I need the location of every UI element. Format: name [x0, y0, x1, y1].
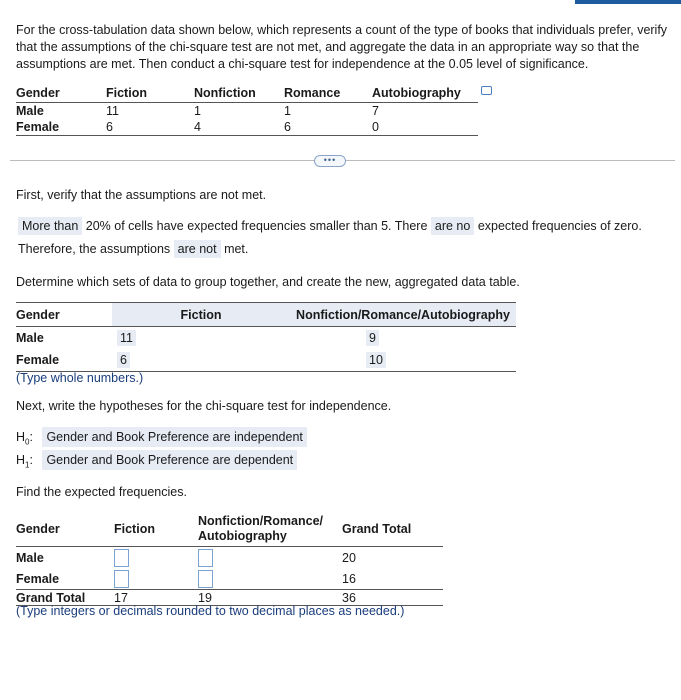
dropdown-are-no[interactable]: are no: [431, 217, 474, 235]
null-hypothesis-row: [16, 427, 307, 447]
row-label-female: Female: [16, 120, 60, 134]
header-gender: Gender: [16, 86, 60, 100]
dropdown-more-than[interactable]: More than: [18, 217, 82, 235]
h1-label: $H_1$:: [16, 453, 33, 470]
exp-female-combined-input[interactable]: [198, 570, 213, 588]
table-row: [16, 103, 478, 120]
h1-dropdown[interactable]: Gender and Book Preference are dependent: [42, 450, 297, 470]
cell-male-nonfiction: 1: [194, 104, 201, 118]
step1-sentence-2: [18, 241, 248, 258]
header-nonfiction: Nonfiction: [194, 86, 256, 100]
aggregated-table: [16, 302, 516, 372]
cross-tab-table: [16, 84, 478, 136]
header-autobiography: Autobiography: [372, 86, 461, 100]
row-label-male: Male: [16, 104, 44, 118]
exp-female-fiction-input[interactable]: [114, 570, 129, 588]
header-romance: Romance: [284, 86, 341, 100]
header-fiction: Fiction: [106, 86, 147, 100]
decimals-note: (Type integers or decimals rounded to two decimal places as needed.): [16, 604, 405, 618]
agg-female-combined-input[interactable]: 10: [366, 352, 386, 368]
agg-row-label-male: Male: [16, 331, 44, 345]
exp-male-fiction-input[interactable]: [114, 549, 129, 567]
exp-header-combined: Nonfiction/Romance/ Autobiography: [198, 512, 342, 547]
h0-subscript: 0: [25, 437, 30, 447]
expected-header-row: [16, 512, 443, 547]
h1-subscript: 1: [25, 460, 30, 470]
h0-dropdown[interactable]: Gender and Book Preference are independent: [42, 427, 306, 447]
exp-female-total: 16: [342, 571, 356, 586]
exp-header-gender: Gender: [16, 512, 114, 547]
agg-header-gender: Gender: [16, 303, 112, 327]
copy-table-icon[interactable]: [481, 86, 492, 95]
step1-intro: First, verify that the assumptions are not met.: [16, 188, 267, 202]
step1-text-4: met.: [224, 242, 249, 256]
aggregated-header-row: [16, 303, 516, 327]
step4-intro: Find the expected frequencies.: [16, 485, 187, 499]
cell-female-autobiography: 0: [372, 120, 379, 134]
exp-header-grand-total: Grand Total: [342, 512, 443, 547]
h1-letter: H: [16, 453, 26, 467]
step1-sentence-1: [18, 218, 642, 235]
table-row: [16, 568, 443, 590]
agg-row-label-female: Female: [16, 349, 112, 372]
exp-header-fiction: Fiction: [114, 512, 198, 547]
agg-female-fiction-input[interactable]: 6: [117, 352, 130, 368]
question-prompt: For the cross-tabulation data shown below, which represents a count of the type of books that individuals prefer, verify that the assumptions of the chi-square test are not met, and aggregate the data in an appropriate way so that the assumptions are met. Then conduct a chi-square test for independence at the 0.05 level of significance.: [16, 23, 668, 71]
step1-text-3: Therefore, the assumptions: [18, 242, 171, 256]
exp-male-combined-input[interactable]: [198, 549, 213, 567]
cross-tab-header-row: [16, 84, 478, 103]
cell-male-fiction: 11: [106, 104, 119, 118]
h0-letter: H: [16, 430, 26, 444]
alt-hypothesis-row: [16, 450, 297, 470]
step1-text-2: expected frequencies of zero.: [477, 219, 642, 233]
cell-female-fiction: 6: [106, 120, 113, 134]
top-accent-bar: [575, 0, 681, 4]
step2-intro: Determine which sets of data to group together, and create the new, aggregated data table.: [16, 275, 520, 289]
exp-combined-total: 19: [198, 590, 342, 606]
exp-grand-total-label: Grand Total: [16, 590, 114, 606]
cell-male-romance: 1: [284, 104, 291, 118]
more-button[interactable]: •••: [314, 155, 346, 167]
step3-intro: Next, write the hypotheses for the chi-square test for independence.: [16, 399, 392, 413]
expected-frequencies-table: [16, 512, 443, 606]
exp-grand-total: 36: [342, 590, 443, 606]
step1-text-1: 20% of cells have expected frequencies smaller than 5. There: [85, 219, 428, 233]
dropdown-are-not[interactable]: are not: [174, 240, 221, 258]
agg-male-combined-input[interactable]: 9: [366, 330, 379, 346]
exp-fiction-total: 17: [114, 590, 198, 606]
agg-male-fiction-input[interactable]: 11: [117, 330, 136, 346]
exp-row-label-female: Female: [16, 571, 60, 586]
agg-header-fiction: Fiction: [112, 303, 290, 327]
cell-male-autobiography: 7: [372, 104, 379, 118]
cell-female-romance: 6: [284, 120, 291, 134]
exp-row-label-male: Male: [16, 550, 44, 565]
table-row: [16, 327, 516, 350]
exp-male-total: 20: [342, 550, 356, 565]
table-row: [16, 547, 443, 569]
agg-header-combined: Nonfiction/Romance/Autobiography: [290, 303, 516, 327]
whole-numbers-note: (Type whole numbers.): [16, 371, 144, 385]
table-row: [16, 119, 478, 136]
table-row: [16, 349, 516, 372]
h0-label: $H_0$:: [16, 430, 33, 447]
cell-female-nonfiction: 4: [194, 120, 201, 134]
